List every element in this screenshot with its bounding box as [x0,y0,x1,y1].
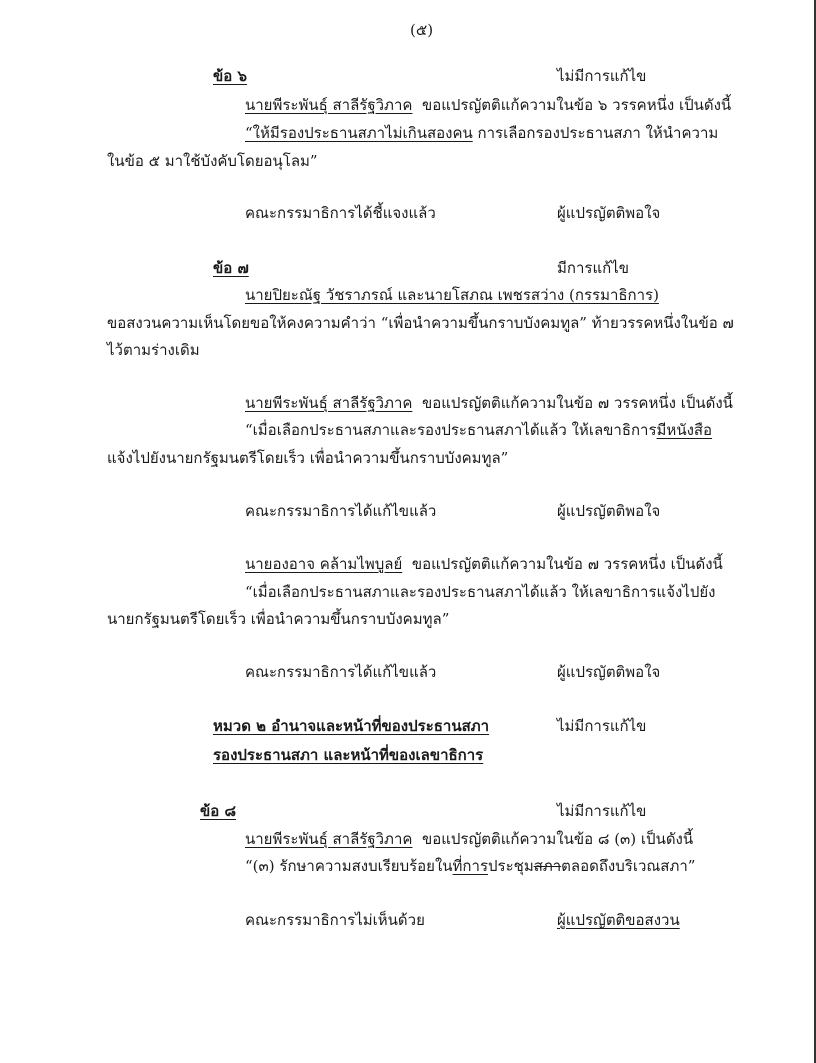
section-7-reservation-line1: ขอสงวนความเห็นโดยขอให้คงความคำว่า “เพื่อนำความขึ้นกราบบังคมทูล” ท้ายวรรคหนึ่งในข้อ ๗ [107,314,734,332]
quote-underlined: ที่การ [452,857,488,875]
section-8-quote [245,856,695,876]
quote-start: “(๓) รักษาความสงบเรียบร้อยใน [245,857,453,875]
section-7-p1-result: ผู้แปรญัตติพอใจ [557,502,661,520]
proposal-text: ขอแปรญัตติแก้ความในข้อ ๗ วรรคหนึ่ง เป็นดังนี้ [411,555,723,573]
section-7-proposal-2 [245,554,723,574]
proposer-name: นายพีระพันธุ์ สาลีรัฐวิภาค [245,830,413,848]
section-8-result: ผู้แปรญัตติขอสงวน [557,911,680,929]
quote-rest: การเลือกรองประธานสภา ให้นำความ [472,124,719,142]
section-7-status: มีการแก้ไข [557,259,629,277]
section-7-p1-quote-line2: แจ้งไปยังนายกรัฐมนตรีโดยเร็ว เพื่อนำความขึ้นกราบบังคมทูล” [107,449,509,467]
section-7-reservation-by: นายปิยะณัฐ วัชราภรณ์ และนายโสภณ เพชรสว่าง (กรรมาธิการ) [245,286,659,304]
section-7-p2-committee: คณะกรรมาธิการได้แก้ไขแล้ว [245,663,437,681]
proposer-name: นายพีระพันธุ์ สาลีรัฐวิภาค [245,96,413,114]
section-6-committee: คณะกรรมาธิการได้ชี้แจงแล้ว [245,204,436,222]
section-6-proposal [245,95,731,115]
section-7-proposal-1 [245,393,733,413]
quote-underlined: “ให้มีรองประธานสภาไม่เกินสองคน [245,124,473,142]
section-6-quote-line2: ในข้อ ๕ มาใช้บังคับโดยอนุโลม” [107,152,318,170]
section-7-p1-quote-line1 [245,420,712,440]
quote-start: “เมื่อเลือกประธานสภาและรองประธานสภาได้แล้ว ให้เลขาธิการ [245,421,657,439]
page-number: (๕) [410,21,434,39]
proposal-text: ขอแปรญัตติแก้ความในข้อ ๘ (๓) เป็นดังนี้ [421,830,694,848]
section-8-heading: ข้อ ๘ [200,802,237,820]
section-7-heading: ข้อ ๗ [213,259,249,277]
section-6-heading: ข้อ ๖ [213,67,248,85]
section-6-result: ผู้แปรญัตติพอใจ [557,204,661,222]
section-7-p2-quote-line2: นายกรัฐมนตรีโดยเร็ว เพื่อนำความขึ้นกราบบังคมทูล” [107,610,450,628]
section-7-p2-result: ผู้แปรญัตติพอใจ [557,663,661,681]
quote-end: ตลอดถึงบริเวณสภา” [561,857,696,875]
section-6-quote-line1 [245,123,718,143]
section-7-p2-quote-line1: “เมื่อเลือกประธานสภาและรองประธานสภาได้แล้ว ให้เลขาธิการแจ้งไปยัง [245,583,716,601]
chapter-2-title-line1: หมวด ๒ อำนาจและหน้าที่ของประธานสภา [213,717,490,735]
proposer-name: นายองอาจ คล้ามไพบูลย์ [245,555,403,573]
section-6-status: ไม่มีการแก้ไข [557,67,647,85]
quote-mid: ประชุม [488,857,534,875]
quote-struck: สภา [533,857,562,875]
quote-underlined: มีหนังสือ [656,421,713,439]
chapter-2-title-line2: รองประธานสภา และหน้าที่ของเลขาธิการ [213,746,484,764]
section-7-p1-committee: คณะกรรมาธิการได้แก้ไขแล้ว [245,502,437,520]
section-8-committee: คณะกรรมาธิการไม่เห็นด้วย [245,911,425,929]
section-7-reservation-line2: ไว้ตามร่างเดิม [107,341,200,359]
section-8-status: ไม่มีการแก้ไข [557,802,647,820]
proposer-name: นายพีระพันธุ์ สาลีรัฐวิภาค [245,394,413,412]
chapter-2-status: ไม่มีการแก้ไข [557,717,647,735]
proposal-text: ขอแปรญัตติแก้ความในข้อ ๖ วรรคหนึ่ง เป็นดังนี้ [421,96,732,114]
proposal-text: ขอแปรญัตติแก้ความในข้อ ๗ วรรคหนึ่ง เป็นดังนี้ [421,394,733,412]
section-8-proposal [245,829,693,849]
